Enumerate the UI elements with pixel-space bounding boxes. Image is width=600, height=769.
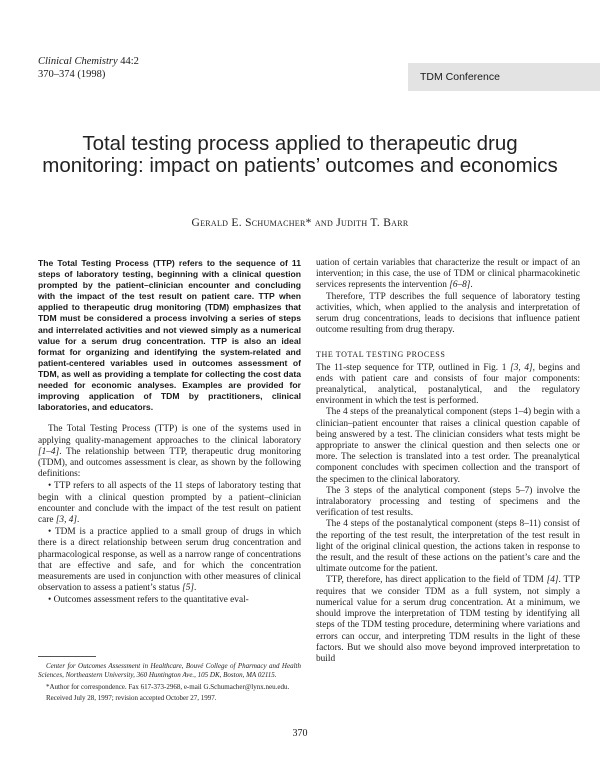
text-run: The Total Testing Process (TTP) is one of the systems used in applying quality-management approaches to the clinical laboratory: [38, 424, 301, 446]
text-run: • TDM is a practice applied to a small group of drugs in which there is a direct relationship between serum drug concentration and pharmacological response, as well as a narrow range of concentrations that are effective and safe, and for which the concentration measurements are used in conjunction with other measures of clinical observation to assess a patient’s status: [38, 527, 301, 594]
text-run: .: [470, 280, 473, 291]
paragraph: Therefore, TTP describes the full sequence of laboratory testing activities, which, when applied to the analysis and interpretation of serum drug concentrations, leads to decisions that influence patient outcome resulting from drug therapy.: [316, 291, 580, 336]
journal-citation: [38, 56, 139, 81]
article-title: Total testing process applied to therapeutic drug monitoring: impact on patients’ outcomes and economics: [42, 132, 558, 177]
correspondence-note: *Author for correspondence. Fax 617-373-2968, e-mail G.Schumacher@lynx.neu.edu.: [46, 682, 290, 691]
paragraph: The 4 steps of the postanalytical component (steps 8–11) consist of the reporting of the test result, the interpretation of the test result in light of the original clinical question, the actions taken in response to the result, and the result of these actions on the patient’s care and the ultimate outcome for the patient.: [316, 519, 580, 575]
continued-paragraph: [316, 258, 580, 292]
left-column: [38, 258, 301, 607]
text-run: TTP, therefore, has direct application to the field of TDM: [326, 575, 547, 586]
text-run: . The relationship between TTP, therapeutic drug monitoring (TDM), and outcomes assessment is clear, as shown by the following definitions:: [38, 446, 301, 480]
citation: [5]: [182, 583, 194, 594]
definition-ttp: [38, 481, 301, 526]
volume-issue: 44:2: [117, 56, 139, 67]
text-run: uation of certain variables that characterize the result or impact of an intervention; in this case, the use of TDM or clinical pharmacokinetic services represents the intervention: [316, 258, 580, 291]
text-run: • TTP refers to all aspects of the 11 steps of laboratory testing that begin with a clinical question prompted by a patient–clinician encounter and conclude with the impact of the test result on patient care: [38, 481, 301, 525]
page-number: 370: [292, 728, 308, 739]
footnotes: [38, 662, 301, 706]
definition-outcomes: • Outcomes assessment refers to the quantitative eval-: [48, 595, 249, 606]
pages-year: 370–374 (1998): [38, 68, 106, 80]
article-authors: Gerald E. Schumacher* and Judith T. Barr: [191, 217, 409, 229]
citation: [3, 4]: [55, 514, 77, 525]
paragraph: [316, 363, 580, 408]
text-run: . TTP requires that we consider TDM as a full system, not simply a numerical value for a serum drug concentration. At a minimum, we should improve the interpretation of TDM testing by identifying all steps of the TDM testing procedure, determining where variations and errors can occur, and interpreting TDM results in the light of these factors. But we should also move beyond improved interpretation to build: [316, 575, 580, 664]
citation: [1–4]: [38, 446, 60, 457]
definition-tdm: [38, 527, 301, 594]
citation: [6–8]: [449, 280, 471, 291]
received-note: Received July 28, 1997; revision accepted October 27, 1997.: [46, 694, 217, 703]
paragraph: The 4 steps of the preanalytical component (steps 1–4) begin with a clinician–patient encounter that raises a clinical question capable of being answered by a test. The clinician considers what tests might be appropriate to answer the clinical question and then selects one or more. The selection is translated into a test order. The preanalytical component concludes with specimen collection and the transport of the specimen to the clinical laboratory.: [316, 407, 580, 485]
section-tag: TDM Conference: [408, 63, 600, 91]
text-run: The 11-step sequence for TTP, outlined in Fig. 1: [316, 362, 511, 373]
affiliation-note: Center for Outcomes Assessment in Healthcare, Bouvé College of Pharmacy and Health Sciences, Northeastern University, 360 Huntington Ave., 105 DK, Boston, MA 02115.: [38, 662, 301, 680]
citation: [3, 4]: [510, 362, 533, 373]
intro-paragraph: [38, 424, 301, 480]
right-column: [316, 258, 580, 665]
text-run: .: [193, 583, 197, 594]
text-run: , begins and ends with patient care and consists of four major components: preanalytical, analytical, postanalytical, and the regulatory environment in which the test is performed.: [316, 362, 580, 407]
paragraph: The 3 steps of the analytical component (steps 5–7) involve the intralaboratory processing and testing of specimens and the verification of test results.: [316, 485, 580, 519]
footnote-divider: [38, 656, 96, 657]
section-heading: THE TOTAL TESTING PROCESS: [316, 350, 446, 360]
text-run: .: [77, 514, 80, 525]
paragraph: [316, 575, 580, 665]
abstract: The Total Testing Process (TTP) refers to the sequence of 11 steps of laboratory testing, beginning with a clinical question prompted by the patient–clinician encounter and concluding with the impact of the test result on patient care. TTP when applied to therapeutic drug monitoring (TDM) emphasizes that TDM must be considered a process involving a series of steps and interrelated activities and not viewed simply as a numerical value for a serum drug concentration. TTP is also an ideal format for organizing and identifying the system-related and patient-centered variables used in outcomes assessment of TDM, as well as providing a template for collecting the cost data needed for economic analyses. Examples are provided for improving application of TDM by practitioners, clinical laboratories, and educators.: [38, 258, 301, 413]
citation: [4]: [546, 575, 559, 586]
journal-name: Clinical Chemistry: [38, 56, 118, 67]
